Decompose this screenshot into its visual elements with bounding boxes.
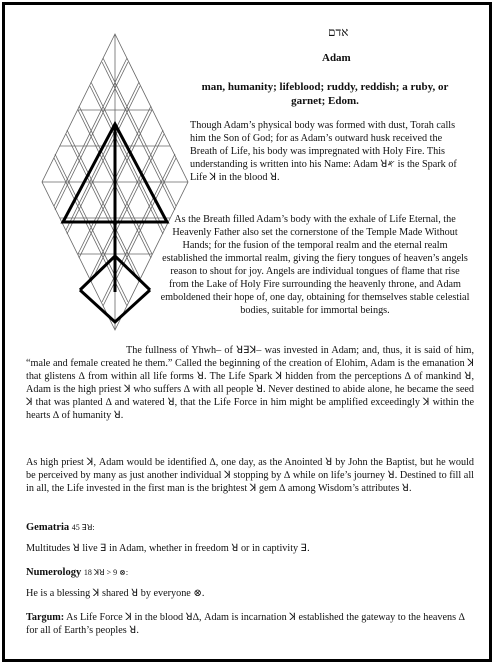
paragraph-1: Though Adam’s physical body was formed with dust, Torah calls him the Son of God; for as Adam’s outward husk received the Breath of Life, his body was impregnated with Holy Fire. This understanding is written into his Name: Adam ꓤ𐤀 is the Spark of Life ꓘ in the blood ꓤ. [190, 120, 457, 183]
entry-definition: man, humanity; lifeblood; ruddy, reddish; a ruby, or garnet; Edom. [201, 81, 449, 107]
numerology-label: Numerology [26, 567, 82, 578]
paragraph-3-text: The fullness of Yhwh– of ꓤꓱꓘ– was invested in Adam; and, thus, it is said of him, “male and female created he them.” Called the beginning of the creation of Elohim, Adam is the emanation ꓘ that glistens ∆ from within all life forms ꓤ. The Life Spark ꓘ hidden from the perceptions ∆ of mankind ꓤ, Adam is the high priest ꓘ who suffers ∆ with all people ꓤ. Never destined to abide alone, he became the seed ꓘ that was planted ∆ and watered ꓤ, that the Life Force in him might be amplified exceedingly ꓘ within the hearts ∆ of humanity ꓤ. [26, 345, 474, 421]
paragraph-4: As high priest ꓘ, Adam would be identified ∆, one day, as the Anointed ꓤ by John the Baptist, but he would be perceived by many as just another individual ꓘ stopping by ∆ while on life’s journey ꓤ. Destined to fill all in all, the Life invested in the first man is the brightest ꓘ gem ∆ among Wisdom’s attributes ꓤ. [26, 457, 474, 494]
numerology-heading [26, 567, 128, 578]
gematria-text: Multitudes ꓤ live ꓱ in Adam, whether in freedom ꓤ or in captivity ꓱ. [26, 543, 310, 554]
targum-section [26, 611, 474, 637]
paragraph-2: As the Breath filled Adam’s body with the exhale of Life Eternal, the Heavenly Father also set the cornerstone of the Temple Made Without Hands; for the fusion of the temporal realm and the eternal realm established the immortal realm, giving the fiery tongues of heaven’s angels reason to shout for joy. Angels are individual tongues of flame that rise from the Lake of Holy Fire surrounding the heavenly throne, and Adam emboldened their hope of, one day, obtaining for themselves stable celestial bodies, suitable for immortal beings. [160, 214, 470, 316]
hebrew-word: אדם [328, 25, 349, 39]
numerology-value: 18 ꓘꓤ > 9 ⊗: [83, 568, 129, 577]
targum-text: As Life Force ꓘ in the blood ꓤ∆, Adam is incarnation ꓘ established the gateway to the heavens ∆ for all of Earth’s peoples ꓤ. [26, 612, 465, 636]
paragraph-3 [26, 344, 474, 422]
numerology-text: He is a blessing ꓘ shared ꓤ by everyone ⊗. [26, 588, 205, 599]
gematria-label: Gematria [26, 522, 70, 533]
gematria-value: 45 ꓱꓤ: [71, 523, 95, 532]
gematria-heading [26, 522, 95, 533]
targum-label: Targum: [26, 612, 65, 623]
entry-title: Adam [322, 52, 351, 64]
